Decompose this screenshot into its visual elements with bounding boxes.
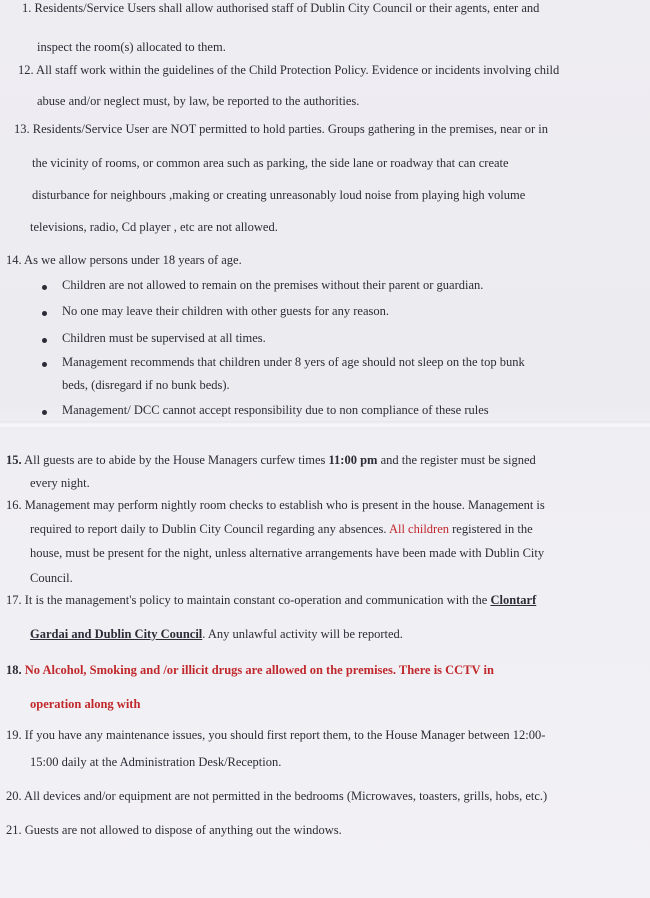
gardai-dcc-text: Gardai and Dublin City Council [30,627,203,641]
rule-15-text-a: All guests are to abide by the House Managers curfew times [24,453,326,467]
curfew-time: 11:00 pm [328,453,378,467]
rule-16-line-4: Council. [30,571,73,585]
rule-16-text-a: required to report daily to Dublin City Council regarding any absences. [30,522,387,536]
bullet-icon [42,285,47,290]
rule-18-line-2: operation along with [30,697,141,711]
rule-14-bullet-4: Management recommends that children under 8 yers of age should not sleep on the top bunk [62,355,525,369]
paper-fold [0,421,650,429]
rule-16-line-3: house, must be present for the night, unless alternative arrangements have been made with Dublin City [30,546,545,560]
rule-15-line-1 [6,452,536,468]
rule-19-line-1: 19. If you have any maintenance issues, you should first report them, to the House Manager between 12:00- [6,728,546,742]
rule-14-bullet-1: Children are not allowed to remain on the premises without their parent or guardian. [62,278,484,292]
rule-13-line-2: the vicinity of rooms, or common area such as parking, the side lane or roadway that can create [32,156,509,170]
rule-13-line-3: disturbance for neighbours ,making or creating unreasonably loud noise from playing high volume [32,188,526,202]
rule-16-text-b: registered in the [452,522,533,536]
rule-18-line-1 [6,662,494,678]
rule-14-bullet-4-cont: beds, (disregard if no bunk beds). [62,378,230,392]
rule-19-line-2: 15:00 daily at the Administration Desk/Reception. [30,755,282,769]
clontarf-text: Clontarf [490,593,537,607]
bullet-icon [42,338,47,343]
rule-14-bullet-2: No one may leave their children with other guests for any reason. [62,304,389,318]
rule-13-line-4: televisions, radio, Cd player , etc are not allowed. [30,220,278,234]
rule-15-line-2: every night. [30,476,90,490]
rule-14-bullet-3: Children must be supervised at all times. [62,331,266,345]
rule-13-line-1: 13. Residents/Service User are NOT permitted to hold parties. Groups gathering in the premises, near or in [14,122,549,136]
rule-16-line-1: 16. Management may perform nightly room checks to establish who is present in the house. Management is [6,498,545,512]
rule-11-line-1: 1. Residents/Service Users shall allow authorised staff of Dublin City Council or their agents, enter and [22,1,540,15]
rule-16-line-2 [30,521,533,537]
bullet-icon [42,362,47,367]
rule-17-text-b: . Any unlawful activity will be reported. [202,627,403,641]
rule-20-line-1: 20. All devices and/or equipment are not permitted in the bedrooms (Microwaves, toasters, grills, hobs, etc.) [6,789,548,803]
rule-15-text-b: and the register must be signed [380,453,536,467]
rule-17-line-2 [30,626,403,642]
rule-15-number: 15. [6,453,22,467]
bullet-icon [42,410,47,415]
bullet-icon [42,311,47,316]
rule-17-line-1 [6,592,536,608]
rule-12-line-1: 12. All staff work within the guidelines of the Child Protection Policy. Evidence or incidents involving child [18,63,560,77]
rule-11-line-2: inspect the room(s) allocated to them. [37,40,226,54]
all-children-highlight: All children [388,522,450,536]
rule-12-line-2: abuse and/or neglect must, by law, be reported to the authorities. [37,94,360,108]
rule-17-text-a: 17. It is the management's policy to maintain constant co-operation and communication with the [6,593,488,607]
rule-21-line-1: 21. Guests are not allowed to dispose of anything out the windows. [6,823,342,837]
rule-14-line-1: 14. As we allow persons under 18 years of age. [6,253,242,267]
rule-14-bullet-5: Management/ DCC cannot accept responsibility due to non compliance of these rules [62,403,489,417]
rule-18-text: No Alcohol, Smoking and /or illicit drugs are allowed on the premises. There is CCTV in [24,663,494,677]
rule-18-number: 18. [6,663,22,677]
